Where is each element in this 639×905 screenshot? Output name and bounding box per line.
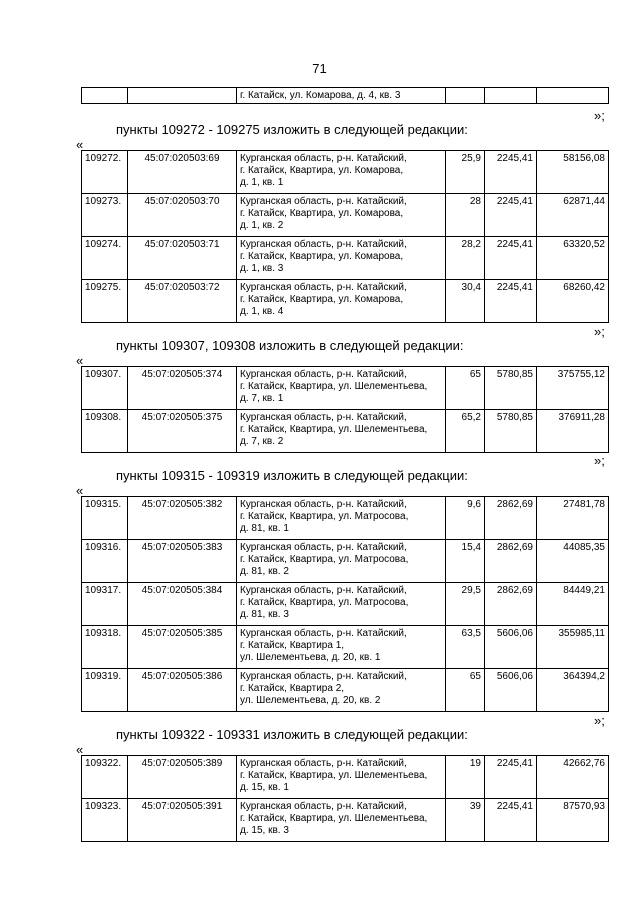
cell-cadastral: 45:07:020505:386: [128, 669, 237, 712]
cell-total: 58156,08: [537, 151, 609, 194]
cell-cadastral: 45:07:020505:383: [128, 540, 237, 583]
address-line: Курганская область, р-н. Катайский,: [240, 369, 407, 380]
section-instruction: пункты 109307, 109308 изложить в следующей редакции:: [116, 338, 464, 353]
table-row: [82, 367, 609, 410]
address-line: г. Катайск, Квартира, ул. Шелементьева,: [240, 770, 428, 781]
address-line: г. Катайск, Квартира, ул. Шелементьева,: [240, 424, 428, 435]
address-line: д. 15, кв. 3: [240, 825, 289, 836]
table-row: [82, 497, 609, 540]
cell-area: 25,9: [446, 151, 485, 194]
cell-cadastral: 45:07:020503:69: [128, 151, 237, 194]
cell-number: 109315.: [82, 497, 128, 540]
address-line: г. Катайск, Квартира, ул. Шелементьева,: [240, 381, 428, 392]
cell-number: 109274.: [82, 237, 128, 280]
table-row: [82, 540, 609, 583]
cell-number: 109317.: [82, 583, 128, 626]
cell-cadastral: 45:07:020505:375: [128, 410, 237, 453]
cell-number: 109272.: [82, 151, 128, 194]
address-line: г. Катайск, Квартира, ул. Комарова,: [240, 294, 404, 305]
cell-total: 375755,12: [537, 367, 609, 410]
cell-address: [237, 540, 446, 583]
address-line: г. Катайск, Квартира 1,: [240, 640, 345, 651]
address-line: Курганская область, р-н. Катайский,: [240, 585, 407, 596]
address-line: г. Катайск, Квартира, ул. Матросова,: [240, 597, 409, 608]
cell-number: [82, 88, 128, 104]
closing-quote: »;: [594, 324, 605, 339]
cell-total: 27481,78: [537, 497, 609, 540]
cell-area: 28: [446, 194, 485, 237]
opening-quote: «: [76, 137, 84, 152]
cell-cadastral: 45:07:020505:374: [128, 367, 237, 410]
cell-cadastral: 45:07:020505:382: [128, 497, 237, 540]
cell-address: [237, 237, 446, 280]
cell-number: 109322.: [82, 756, 128, 799]
address-line: Курганская область, р-н. Катайский,: [240, 758, 407, 769]
amendment-table: [81, 755, 609, 842]
cell-price: 2245,41: [485, 799, 537, 842]
address-line: Курганская область, р-н. Катайский,: [240, 282, 407, 293]
table-row: [82, 756, 609, 799]
address-line: д. 81, кв. 1: [240, 523, 289, 534]
cell-price: 5606,06: [485, 626, 537, 669]
address-line: Курганская область, р-н. Катайский,: [240, 801, 407, 812]
address-line: д. 81, кв. 2: [240, 566, 289, 577]
cell-cadastral: 45:07:020503:70: [128, 194, 237, 237]
address-line: Курганская область, р-н. Катайский,: [240, 628, 407, 639]
section-instruction: пункты 109322 - 109331 изложить в следующей редакции:: [116, 727, 468, 742]
cell-price: 2862,69: [485, 583, 537, 626]
address-line: д. 7, кв. 2: [240, 436, 284, 447]
cell-price: 5780,85: [485, 410, 537, 453]
address-line: ул. Шелементьева, д. 20, кв. 2: [240, 695, 381, 706]
amendment-table: [81, 366, 609, 453]
cell-address: [237, 497, 446, 540]
cell-cadastral: 45:07:020503:71: [128, 237, 237, 280]
cell-price: 2862,69: [485, 497, 537, 540]
address-line: Курганская область, р-н. Катайский,: [240, 542, 407, 553]
cell-address: [237, 280, 446, 323]
address-line: Курганская область, р-н. Катайский,: [240, 671, 407, 682]
cell-cadastral: 45:07:020505:385: [128, 626, 237, 669]
address-line: д. 15, кв. 1: [240, 782, 289, 793]
cell-price: 2245,41: [485, 237, 537, 280]
closing-quote: »;: [594, 108, 605, 123]
address-line: г. Катайск, Квартира, ул. Комарова,: [240, 208, 404, 219]
cell-number: 109319.: [82, 669, 128, 712]
cell-area: 15,4: [446, 540, 485, 583]
cell-address: [237, 799, 446, 842]
cell-area: 65,2: [446, 410, 485, 453]
table-row: [82, 410, 609, 453]
amendment-table: [81, 496, 609, 712]
cell-number: 109275.: [82, 280, 128, 323]
cell-cadastral: 45:07:020505:389: [128, 756, 237, 799]
address-line: д. 81, кв. 3: [240, 609, 289, 620]
table-row: [82, 669, 609, 712]
cell-number: 109307.: [82, 367, 128, 410]
address-line: г. Катайск, Квартира, ул. Шелементьева,: [240, 813, 428, 824]
cell-total: 376911,28: [537, 410, 609, 453]
cell-price: 2245,41: [485, 194, 537, 237]
cell-total: 364394,2: [537, 669, 609, 712]
cell-price: 2245,41: [485, 756, 537, 799]
cell-address: [237, 626, 446, 669]
address-line: Курганская область, р-н. Катайский,: [240, 239, 407, 250]
cell-area: [446, 88, 485, 104]
cell-address: [237, 669, 446, 712]
address-line: Курганская область, р-н. Катайский,: [240, 153, 407, 164]
cell-total: 84449,21: [537, 583, 609, 626]
opening-quote: «: [76, 353, 84, 368]
address-line: д. 7, кв. 1: [240, 393, 284, 404]
section-instruction: пункты 109272 - 109275 изложить в следующей редакции:: [116, 122, 468, 137]
cell-total: [537, 88, 609, 104]
cell-address: [237, 151, 446, 194]
cell-cadastral: [128, 88, 237, 104]
address-line: ул. Шелементьева, д. 20, кв. 1: [240, 652, 381, 663]
address-line: Курганская область, р-н. Катайский,: [240, 196, 407, 207]
cell-price: 5606,06: [485, 669, 537, 712]
cell-total: 68260,42: [537, 280, 609, 323]
address-line: г. Катайск, Квартира, ул. Комарова,: [240, 251, 404, 262]
cell-cadastral: 45:07:020503:72: [128, 280, 237, 323]
table-fragment: [81, 87, 609, 104]
address-line: д. 1, кв. 1: [240, 177, 284, 188]
cell-area: 63,5: [446, 626, 485, 669]
cell-address: [237, 367, 446, 410]
cell-number: 109316.: [82, 540, 128, 583]
cell-total: 62871,44: [537, 194, 609, 237]
table-row: [82, 280, 609, 323]
cell-area: 9,6: [446, 497, 485, 540]
cell-total: 42662,76: [537, 756, 609, 799]
cell-number: 109323.: [82, 799, 128, 842]
cell-address: [237, 756, 446, 799]
cell-area: 39: [446, 799, 485, 842]
amendment-table: [81, 150, 609, 323]
address-line: г. Катайск, Квартира, ул. Матросова,: [240, 511, 409, 522]
address-line: д. 1, кв. 2: [240, 220, 284, 231]
cell-total: 87570,93: [537, 799, 609, 842]
table-row: [82, 88, 609, 104]
cell-area: 65: [446, 669, 485, 712]
cell-total: 63320,52: [537, 237, 609, 280]
opening-quote: «: [76, 483, 84, 498]
cell-number: 109308.: [82, 410, 128, 453]
address-line: Курганская область, р-н. Катайский,: [240, 412, 407, 423]
table-row: [82, 799, 609, 842]
cell-cadastral: 45:07:020505:391: [128, 799, 237, 842]
closing-quote: »;: [594, 453, 605, 468]
table-row: [82, 626, 609, 669]
cell-number: 109318.: [82, 626, 128, 669]
address-line: Курганская область, р-н. Катайский,: [240, 499, 407, 510]
address-line: д. 1, кв. 3: [240, 263, 284, 274]
table-row: [82, 237, 609, 280]
cell-address: г. Катайск, ул. Комарова, д. 4, кв. 3: [237, 88, 446, 104]
cell-price: [485, 88, 537, 104]
cell-area: 65: [446, 367, 485, 410]
cell-area: 30,4: [446, 280, 485, 323]
page-number: 71: [312, 61, 327, 76]
cell-address: [237, 410, 446, 453]
table-row: [82, 194, 609, 237]
address-line: д. 1, кв. 4: [240, 306, 284, 317]
cell-area: 29,5: [446, 583, 485, 626]
table-row: [82, 151, 609, 194]
table-row: [82, 583, 609, 626]
address-line: г. Катайск, Квартира, ул. Комарова,: [240, 165, 404, 176]
cell-total: 44085,35: [537, 540, 609, 583]
cell-address: [237, 583, 446, 626]
cell-price: 5780,85: [485, 367, 537, 410]
section-instruction: пункты 109315 - 109319 изложить в следующей редакции:: [116, 468, 468, 483]
closing-quote: »;: [594, 713, 605, 728]
cell-number: 109273.: [82, 194, 128, 237]
cell-cadastral: 45:07:020505:384: [128, 583, 237, 626]
cell-area: 19: [446, 756, 485, 799]
cell-price: 2245,41: [485, 151, 537, 194]
cell-price: 2862,69: [485, 540, 537, 583]
cell-price: 2245,41: [485, 280, 537, 323]
cell-address: [237, 194, 446, 237]
opening-quote: «: [76, 742, 84, 757]
cell-total: 355985,11: [537, 626, 609, 669]
cell-area: 28,2: [446, 237, 485, 280]
address-line: г. Катайск, Квартира, ул. Матросова,: [240, 554, 409, 565]
address-line: г. Катайск, Квартира 2,: [240, 683, 345, 694]
